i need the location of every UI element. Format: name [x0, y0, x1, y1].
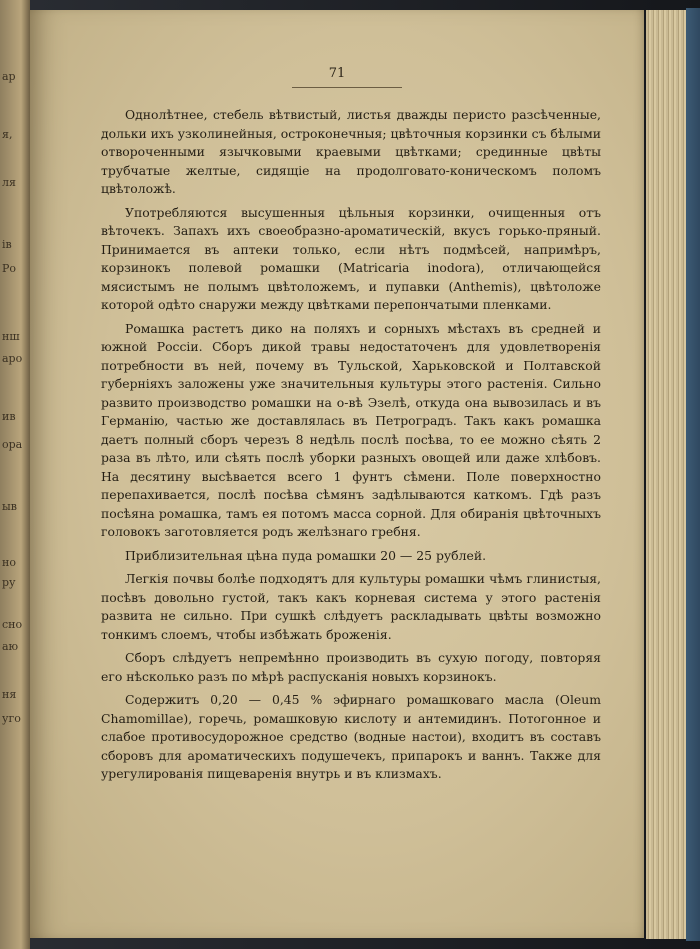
facing-page-fragment: ів	[2, 238, 12, 251]
facing-page-fragment: аро	[2, 352, 23, 365]
facing-page-fragment: сно	[2, 618, 23, 631]
facing-page-fragment: ру	[2, 576, 16, 589]
book-page	[30, 10, 644, 938]
page-body	[101, 106, 601, 789]
facing-page-fragment: аю	[2, 640, 19, 653]
header-rule	[292, 87, 402, 88]
paragraph-price: Приблизительная цѣна пуда ромашки 20 — 25 рублей.	[125, 547, 487, 563]
paragraph-harvest: Сборъ слѣдуетъ непремѣнно производить въ сухую погоду, повторяя его нѣсколько разъ по мѣрѣ распусканія новыхъ корзинокъ.	[101, 650, 601, 684]
page-stack-edge	[646, 10, 690, 939]
paragraph-cultivation: Ромашка растетъ дико на поляхъ и сорныхъ мѣстахъ въ средней и южной Россіи. Сборъ дикой травы недостаточенъ для удовлетворенія потребности въ ней, почему въ Тульской, Харьковской и Полтавской губерніяхъ заложены уже значительныя культуры этого растенія. Сильно развито производство ромашки на о-вѣ Эзелѣ, откуда она вывозилась и въ Германію, частью же доставлялась въ Петроградъ. Такъ какъ ромашка даетъ полный сборъ черезъ 8 недѣль послѣ посѣва, то ее можно сѣять 2 раза въ лѣто, или сѣять послѣ уборки разныхъ овощей или даже хлѣбовъ. На десятину высѣвается всего 1 фунтъ сѣмени. Поле поверхностно перепахивается, послѣ посѣва сѣмянъ задѣлываются каткомъ. Гдѣ разъ посѣяна ромашка, тамъ ея потомъ масса сорной. Для обиранія цвѣточныхъ головокъ заготовляется родъ желѣзнаго гребня.	[101, 320, 601, 539]
facing-page-fragment: нш	[2, 330, 20, 343]
paragraph-description: Однолѣтнее, стебель вѣтвистый, листья дважды перисто разсѣченные, дольки ихъ узколинейныя, остроконечныя; цвѣточныя корзинки съ бѣлыми отвороченными язычковыми краевыми цвѣтками; срединные цвѣты трубчатые желтые, сидящіе на продолговато-коническомъ поломъ цвѣтоложѣ.	[101, 107, 601, 196]
facing-page-fragment: но	[2, 556, 16, 569]
facing-page-fragment: ня	[2, 688, 17, 701]
page-number: 71	[328, 66, 346, 81]
paragraph-usage: Употребляются высушенныя цѣльныя корзинки, очищенныя отъ вѣточекъ. Запахъ ихъ своеобразно-ароматическій, вкусъ горько-пряный. Принимается въ аптеки только, если нѣтъ подмѣсей, напримѣръ, корзинокъ полевой ромашки (Matricaria inodora), отличающейся мясистымъ не полымъ цвѣтоложемъ, и пупавки (Anthemis), цвѣтоложе которой одѣто снаружи между цвѣтками перепончатыми пленками.	[101, 204, 601, 312]
facing-page-fragment: я,	[2, 128, 13, 141]
facing-page-fragment: ора	[2, 438, 23, 451]
facing-page-fragment: ыв	[2, 500, 17, 513]
facing-page-edge	[0, 0, 30, 949]
paragraph-composition: Содержитъ 0,20 — 0,45 % эфирнаго ромашковаго масла (Oleum Chamomillae), горечь, ромашковую кислоту и антемидинъ. Потогонное и слабое противосудорожное средство (водные настои), входитъ въ составъ сборовъ для ароматическихъ подушечекъ, припарокъ и ваннъ. Также для урегулированія пищеваренія внутрь и въ клизмахъ.	[101, 692, 601, 781]
facing-page-fragment: ля	[2, 176, 16, 189]
book-cover	[686, 8, 700, 941]
facing-page-fragment: ар	[2, 70, 16, 83]
paragraph-soil: Легкія почвы болѣе подходятъ для культуры ромашки чѣмъ глинистыя, посѣвъ довольно густой, такъ какъ корневая система у этого растенія развита не сильно. При сушкѣ слѣдуетъ раскладывать цвѣты возможно тонкимъ слоемъ, чтобы избѣжать броженія.	[101, 571, 601, 642]
facing-page-fragment: Ро	[2, 262, 17, 275]
facing-page-fragment: ив	[2, 410, 16, 423]
facing-page-fragment: уго	[2, 712, 21, 725]
